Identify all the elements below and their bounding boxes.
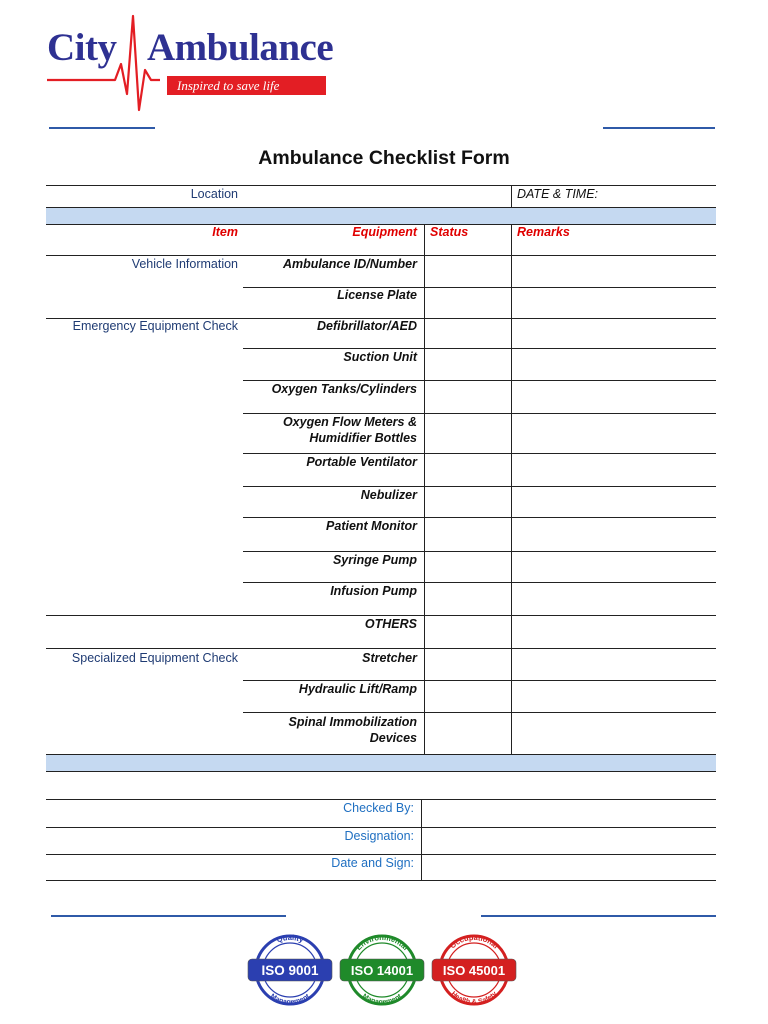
equipment-name: Hydraulic Lift/Ramp: [298, 682, 417, 696]
equipment-name: Patient Monitor: [326, 519, 417, 533]
equipment-name: Oxygen Flow Meters &: [282, 415, 417, 429]
badge-top-text: Occupational: [448, 932, 501, 951]
section-emergency-equipment: Emergency Equipment Check: [72, 319, 238, 333]
badge-bottom-text: Management: [268, 992, 312, 1007]
table-band: [46, 207, 716, 224]
date-sign-label: Date and Sign:: [331, 856, 414, 870]
table-rule: [243, 712, 716, 713]
iso-badge-2: [430, 932, 518, 1008]
equipment-name: Nebulizer: [360, 488, 417, 502]
badge-code-text: ISO 9001: [261, 963, 319, 978]
header-item: Item: [212, 225, 238, 239]
table-vline: [511, 224, 512, 772]
footer-line-right: [481, 915, 716, 917]
equipment-name: Oxygen Tanks/Cylinders: [271, 382, 417, 396]
footer-line-left: [51, 915, 286, 917]
equipment-name: Spinal Immobilization: [288, 715, 417, 729]
equipment-name: OTHERS: [364, 617, 417, 631]
header-line-left: [49, 127, 155, 129]
datetime-label: DATE & TIME:: [517, 187, 599, 201]
equipment-name: Devices: [369, 731, 417, 745]
table-rule: [46, 880, 716, 881]
logo-tagline: Inspired to save life: [167, 76, 326, 95]
badge-bottom-text: Management: [360, 992, 404, 1007]
table-rule: [46, 185, 716, 186]
badge-code-text: ISO 14001: [350, 963, 414, 978]
section-specialized-equipment: Specialized Equipment Check: [71, 651, 238, 665]
equipment-name: Ambulance ID/Number: [282, 257, 417, 271]
badge-bottom-text: Health & Safety: [449, 990, 499, 1007]
section-vehicle-information: Vehicle Information: [131, 257, 238, 271]
table-rule: [46, 771, 716, 772]
logo-city-text: City: [47, 26, 117, 69]
badge-top-text: Quality: [275, 932, 305, 945]
logo-ambulance-text: Ambulance: [147, 26, 334, 69]
equipment-name: Defibrillator/AED: [316, 319, 417, 333]
table-rule: [46, 207, 716, 208]
checked-by-label: Checked By:: [343, 801, 414, 815]
checked-by-field[interactable]: [422, 800, 716, 826]
date-sign-field[interactable]: [422, 855, 716, 880]
header-equipment: Equipment: [352, 225, 417, 239]
iso-badge-1: [338, 932, 426, 1008]
form-title: Ambulance Checklist Form: [258, 147, 510, 169]
designation-label: Designation:: [344, 829, 414, 843]
location-label: Location: [190, 187, 238, 201]
badge-code-text: ISO 45001: [442, 963, 506, 978]
designation-field[interactable]: [422, 828, 716, 854]
equipment-name: Portable Ventilator: [306, 455, 417, 469]
equipment-name: Humidifier Bottles: [309, 431, 417, 445]
header-remarks: Remarks: [517, 225, 570, 239]
company-logo: [47, 14, 334, 114]
table-rule: [46, 648, 716, 649]
equipment-name: Suction Unit: [343, 350, 417, 364]
equipment-name: Syringe Pump: [332, 553, 417, 567]
header-line-right: [603, 127, 715, 129]
equipment-name: Infusion Pump: [330, 584, 417, 598]
header-status: Status: [430, 225, 469, 239]
equipment-name: Stretcher: [362, 651, 417, 665]
table-band: [46, 755, 716, 771]
table-vline: [511, 185, 512, 207]
iso-badge-0: [246, 932, 334, 1008]
equipment-name: License Plate: [337, 288, 417, 302]
badge-top-text: Environmental: [354, 932, 411, 953]
table-vline: [424, 224, 425, 772]
